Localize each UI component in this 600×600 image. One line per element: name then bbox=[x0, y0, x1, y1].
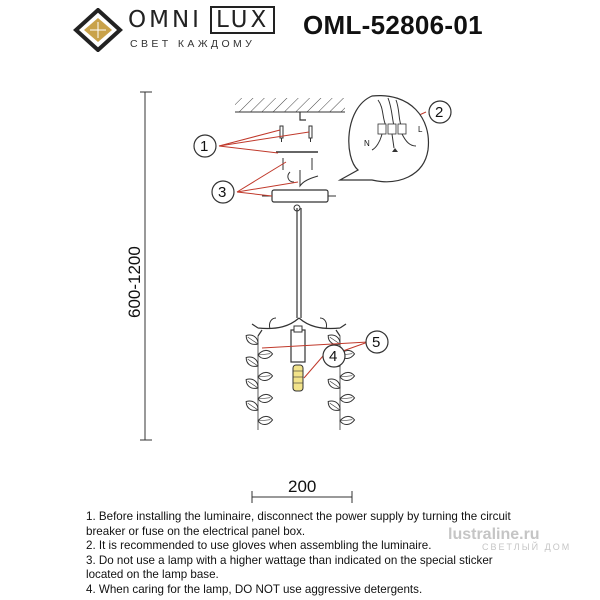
brand-tagline: СВЕТ КАЖДОМУ bbox=[130, 38, 256, 50]
callout-3 bbox=[212, 181, 234, 203]
note-3: 3. Do not use a lamp with a higher wattage than indicated on the special sticker located on the lamp base. bbox=[86, 553, 493, 582]
height-dimension bbox=[125, 92, 152, 440]
lamp-bulb bbox=[293, 365, 303, 391]
callout-5-label: 5 bbox=[372, 334, 381, 351]
installation-notes bbox=[86, 510, 526, 598]
canopy bbox=[262, 190, 336, 211]
model-number: OML-52806-01 bbox=[303, 10, 483, 40]
watermark-sub: СВЕТЛЫЙ ДОМ bbox=[482, 542, 572, 552]
leaf bbox=[339, 414, 355, 426]
leaf bbox=[339, 392, 355, 404]
callout-1 bbox=[194, 135, 216, 157]
leaf bbox=[257, 392, 273, 404]
note-4: 4. When caring for the lamp, DO NOT use aggressive detergents. bbox=[86, 582, 423, 596]
leaf bbox=[257, 348, 273, 360]
watermark-main: lustraline.ru bbox=[448, 526, 540, 543]
leaf bbox=[244, 333, 260, 345]
width-dimension bbox=[252, 477, 352, 503]
note-2: 2. It is recommended to use gloves when assembling the luminaire. bbox=[86, 539, 432, 553]
watermark bbox=[448, 526, 571, 552]
callout-4 bbox=[323, 345, 345, 367]
brand-omni: OMNI bbox=[128, 7, 202, 33]
callout-4-label: 4 bbox=[329, 348, 338, 365]
brand-lux: LUX bbox=[210, 6, 275, 34]
wiring-detail bbox=[340, 96, 428, 182]
callout-1-label: 1 bbox=[200, 138, 209, 155]
callout-2 bbox=[429, 101, 451, 123]
callout-3-label: 3 bbox=[218, 184, 227, 201]
mounting-bracket bbox=[276, 152, 318, 186]
leaf bbox=[339, 370, 355, 382]
callout-5 bbox=[366, 331, 388, 353]
ceiling bbox=[235, 98, 345, 120]
note-1: 1. Before installing the luminaire, disconnect the power supply by turning the circuit breaker or fuse on the electrical panel box. bbox=[86, 510, 511, 538]
leaf bbox=[257, 414, 273, 426]
height-dimension-label: 600-1200 bbox=[125, 246, 144, 318]
callout-2-label: 2 bbox=[435, 104, 444, 121]
leaf bbox=[257, 370, 273, 382]
suspension-rod bbox=[297, 208, 301, 318]
wire-label-l: L bbox=[418, 125, 423, 134]
wire-label-n: N bbox=[364, 139, 370, 148]
width-dimension-label: 200 bbox=[288, 477, 317, 496]
